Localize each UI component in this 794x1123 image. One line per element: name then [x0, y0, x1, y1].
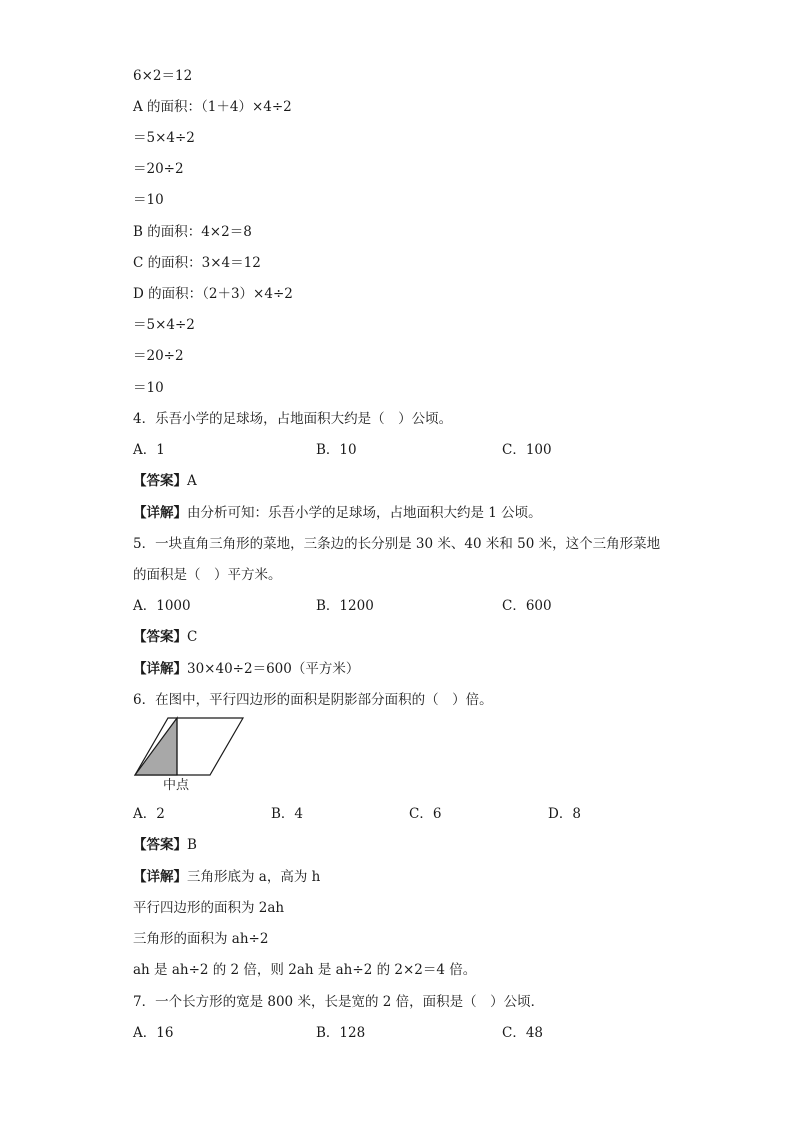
q6-detail-line: ah 是 ah÷2 的 2 倍，则 2ah 是 ah÷2 的 2×2＝4 倍。 [133, 962, 477, 978]
figure-label-midpoint: 中点 [163, 778, 190, 793]
q6-option-a: A．2 [133, 806, 165, 822]
solution-line: A 的面积：（1＋4）×4÷2 [133, 99, 292, 115]
question-5-line-2: 的面积是（ ）平方米。 [133, 567, 282, 583]
q6-option-c: C．6 [409, 806, 442, 822]
q5-option-c: C．600 [502, 598, 552, 614]
detail-text: 30×40÷2＝600（平方米） [187, 661, 360, 677]
shaded-triangle [135, 718, 177, 775]
detail-text: 三角形底为 a，高为 h [187, 869, 321, 885]
answer-value: A [187, 473, 197, 489]
answer-value: C [187, 629, 198, 645]
q5-option-b: B．1200 [316, 598, 374, 614]
answer-label: 【答案】 [133, 629, 187, 645]
q6-option-b: B．4 [271, 806, 304, 822]
q6-answer [133, 836, 197, 854]
q4-option-b: B．10 [316, 442, 357, 458]
solution-line: ＝5×4÷2 [133, 317, 195, 333]
question-6: 6．在图中，平行四边形的面积是阴影部分面积的（ ）倍。 [133, 692, 493, 708]
answer-label: 【答案】 [133, 837, 187, 853]
q6-detail-line: 三角形的面积为 ah÷2 [133, 931, 269, 947]
solution-line: B 的面积：4×2＝8 [133, 224, 252, 240]
detail-label: 【详解】 [133, 661, 187, 677]
solution-line: ＝5×4÷2 [133, 130, 195, 146]
answer-label: 【答案】 [133, 473, 187, 489]
q4-answer [133, 472, 197, 490]
solution-line: ＝20÷2 [133, 348, 184, 364]
detail-label: 【详解】 [133, 869, 187, 885]
solution-line: ＝20÷2 [133, 161, 184, 177]
answer-value: B [187, 837, 197, 853]
question-7: 7．一个长方形的宽是 800 米，长是宽的 2 倍，面积是（ ）公顷． [133, 994, 545, 1010]
q7-option-a: A．16 [133, 1025, 174, 1041]
solution-line: ＝10 [133, 380, 164, 396]
q4-option-c: C．100 [502, 442, 552, 458]
q4-option-a: A．1 [133, 442, 165, 458]
q7-option-b: B．128 [316, 1025, 366, 1041]
q6-detail-line: 平行四边形的面积为 2ah [133, 900, 285, 916]
q5-option-a: A．1000 [133, 598, 191, 614]
parallelogram-figure [133, 714, 248, 798]
q7-option-c: C．48 [502, 1025, 544, 1041]
question-5-line-1: 5．一块直角三角形的菜地，三条边的长分别是 30 米、40 米和 50 米，这个三角形菜地 [133, 536, 661, 552]
solution-line: C 的面积：3×4＝12 [133, 255, 261, 271]
solution-line: ＝10 [133, 192, 164, 208]
detail-label: 【详解】 [133, 505, 187, 521]
q5-answer [133, 628, 197, 646]
q6-option-d: D．8 [548, 806, 581, 822]
q5-detail [133, 660, 359, 678]
q4-detail [133, 504, 542, 522]
solution-line: 6×2＝12 [133, 68, 193, 84]
solution-line: D 的面积：（2＋3）×4÷2 [133, 286, 293, 302]
q6-detail [133, 868, 320, 886]
question-4: 4．乐吾小学的足球场，占地面积大约是（ ）公顷。 [133, 411, 453, 427]
detail-text: 由分析可知：乐吾小学的足球场，占地面积大约是 1 公顷。 [187, 505, 542, 521]
